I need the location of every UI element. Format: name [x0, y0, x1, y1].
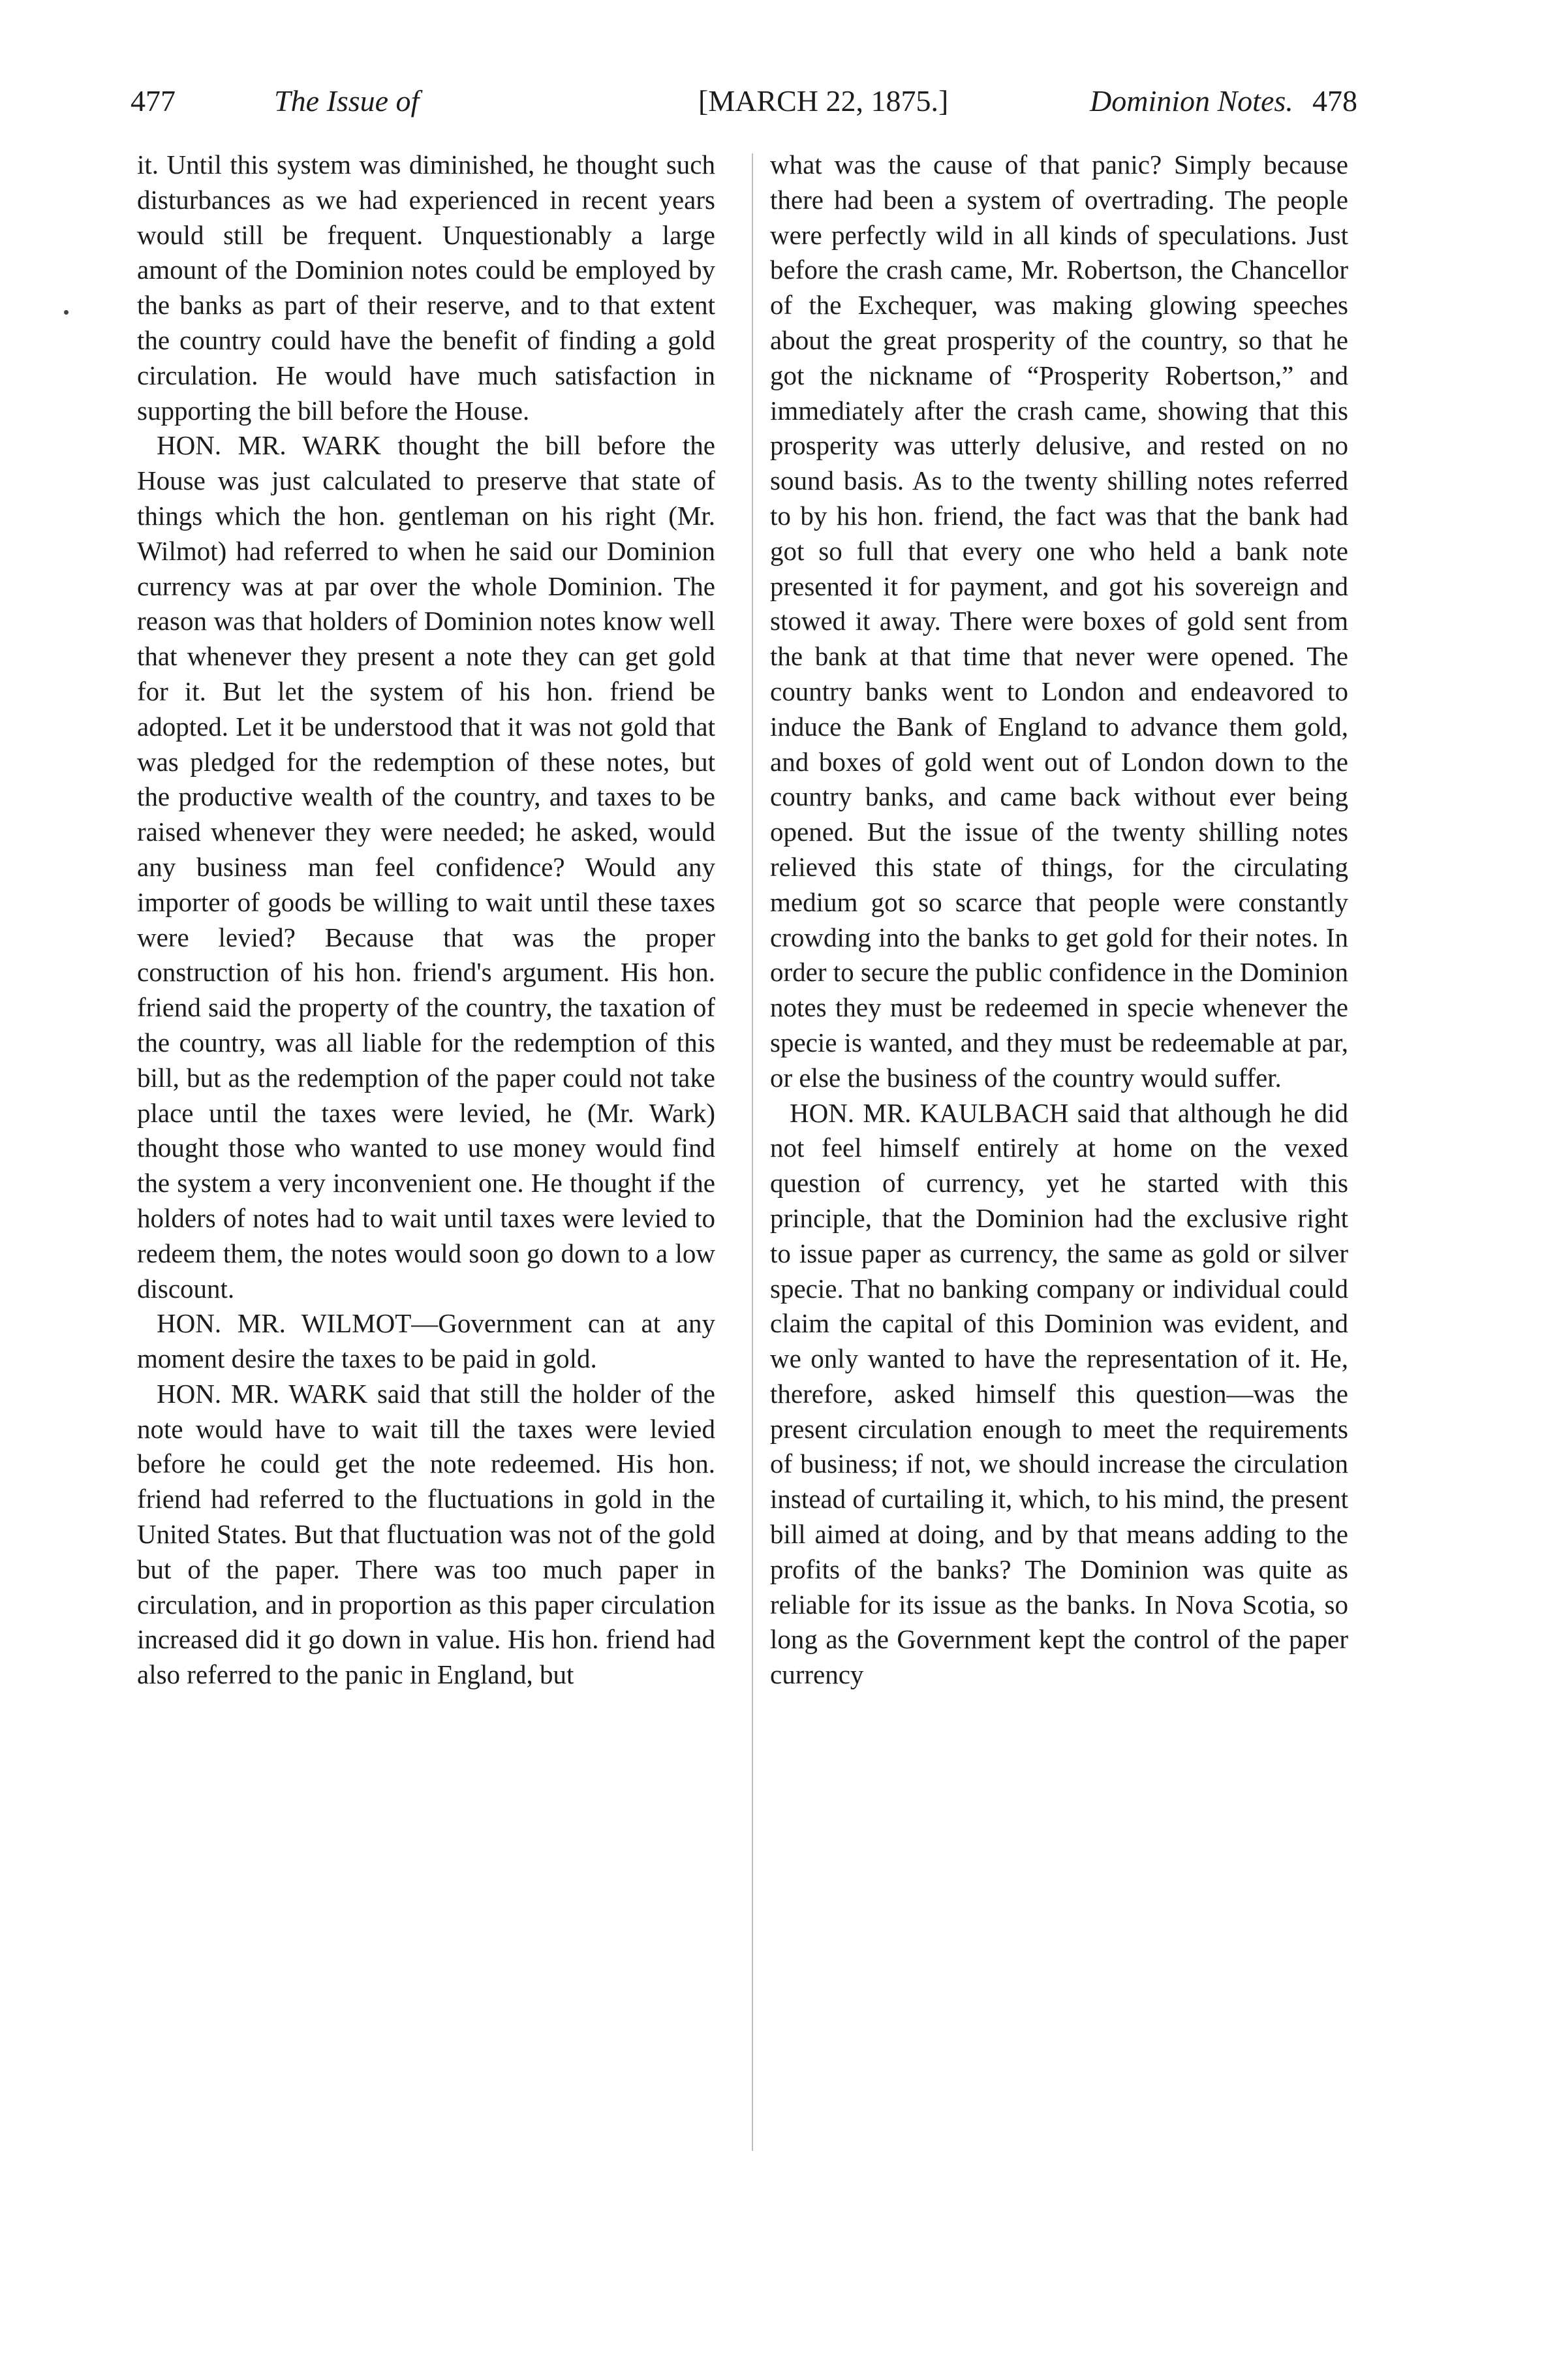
right-column [770, 148, 1348, 1693]
paragraph-wark-speech: HON. MR. WARK thought the bill before the House was just calculated to preserve that state of things which the hon. gentleman on his right (Mr. Wilmot) had referred to when he said our Dominion currency was at par over the whole Dominion. The reason was that holders of Dominion notes know well that whenever they present a note they can get gold for it. But let the system of his hon. friend be adopted. Let it be understood that it was not gold that was pledged for the redemption of these notes, but the productive wealth of the country, and taxes to be raised whenever they were needed; he asked, would any business man feel confidence? Would any importer of goods be willing to wait until these taxes were levied? Because that was the proper construction of his hon. friend's argument. His hon. friend said the property of the country, the taxation of the country, was all liable for the redemption of this bill, but as the redemption of the paper could not take place until the taxes were levied, he (Mr. Wark) thought those who wanted to use money would find the system a very inconvenient one. He thought if the holders of notes had to wait until taxes were levied to redeem them, the notes would soon go down to a low discount. [137, 430, 715, 1304]
running-title-right: Dominion Notes. [1090, 84, 1293, 117]
column-divider [752, 153, 753, 2151]
running-title-left: The Issue of [274, 84, 420, 117]
page-number-right: 478 [1312, 84, 1357, 117]
print-speck [64, 310, 69, 315]
paragraph-panic-continuation: what was the cause of that panic? Simply because there had been a system of overtrading. The people were perfectly wild in all kinds of speculations. Just before the crash came, Mr. Robertson, the Chancellor of the Exchequer, was making glowing speeches about the great prosperity of the country, so that he got the nickname of “Prosperity Robertson,” and immediately after the crash came, showing that this prosperity was utterly delusive, and rested on no sound basis. As to the twenty shilling notes referred to by his hon. friend, the fact was that the bank had got so full that every one who held a bank note presented it for payment, and got his sovereign and stowed it away. There were boxes of gold sent from the bank at that time that never were opened. The country banks went to London and endeavored to induce the Bank of England to advance them gold, and boxes of gold went out of London down to the country banks, and came back without ever being opened. But the issue of the twenty shilling notes relieved this state of things, for the circulating medium got so scarce that people were constantly crowding into the banks to get gold for their notes. In order to secure the public confidence in the Dominion notes they must be redeemed in specie whenever the specie is wanted, and they must be redeemable at par, or else the business of the country would suffer. [770, 149, 1348, 1093]
session-date: [MARCH 22, 1875.] [698, 84, 949, 117]
running-header [131, 78, 1357, 124]
page-number-left: 477 [131, 84, 176, 117]
paragraph-continuation: it. Until this system was diminished, he thought such disturbances as we had experienced in recent years would still be frequent. Unquestionably a large amount of the Dominion notes could be employed by the banks as part of their reserve, and to that extent the country could have the benefit of finding a gold circulation. He would have much satisfaction in supporting the bill before the House. [137, 149, 715, 426]
paragraph-kaulbach-speech: HON. MR. KAULBACH said that although he did not feel himself entirely at home on the vexed question of currency, yet he started with this principle, that the Dominion had the exclusive right to issue paper as currency, the same as gold or silver specie. That no banking company or individual could claim the capital of this Dominion was evident, and we only wanted to have the representation of it. He, therefore, asked himself this question—was the present circulation enough to meet the requirements of business; if not, we should increase the circulation instead of curtailing it, which, to his mind, the present bill aimed at doing, and by that means adding to the profits of the banks? The Dominion was quite as reliable for its issue as the banks. In Nova Scotia, so long as the Government kept the control of the paper currency [770, 1097, 1348, 1690]
left-column [137, 148, 715, 1693]
paragraph-wark-reply: HON. MR. WARK said that still the holder of the note would have to wait till the taxes were levied before he could get the note redeemed. His hon. friend had referred to the fluctuations in gold in the United States. But that fluctuation was not of the gold but of the paper. There was too much paper in circulation, and in proportion as this paper circulation increased did it go down in value. His hon. friend had also referred to the panic in England, but [137, 1378, 715, 1690]
paragraph-wilmot-interjection: HON. MR. WILMOT—Government can at any moment desire the taxes to be paid in gold. [137, 1308, 715, 1374]
